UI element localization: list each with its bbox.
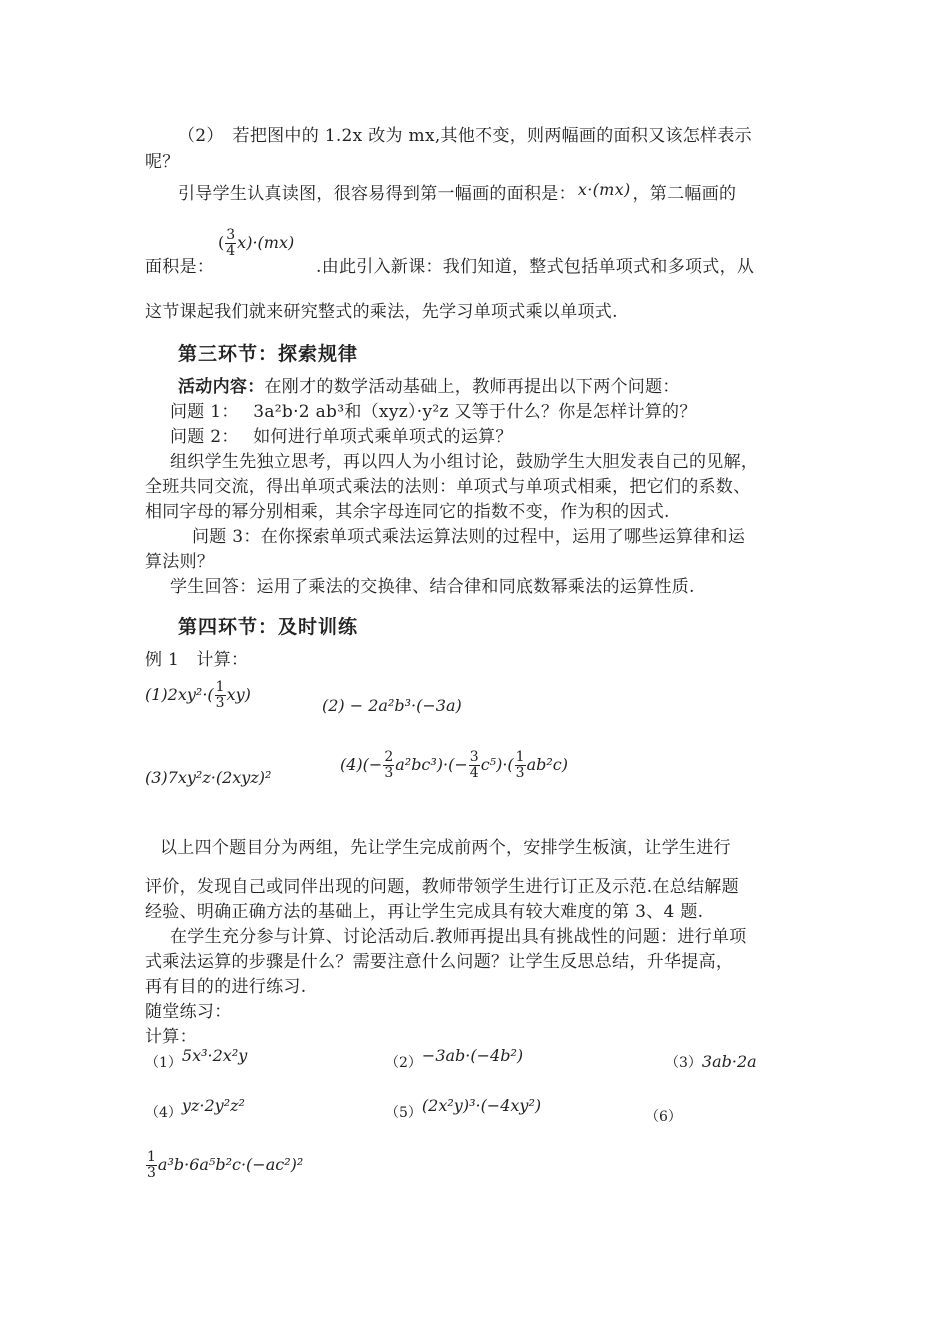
text-line: 评价，发现自己或同伴出现的问题，教师带领学生进行订正及示范.在总结解题 xyxy=(145,877,739,897)
fraction xyxy=(225,228,236,259)
text-span: 在刚才的数学活动基础上，教师再提出以下两个问题： xyxy=(264,377,680,397)
math-expression: 5x³·2x²y xyxy=(181,1046,248,1065)
exercise-item xyxy=(645,1106,682,1126)
fraction-denominator: 4 xyxy=(469,765,479,781)
text-line: 组织学生先独立思考，再以四人为小组讨论，鼓励学生大胆发表自己的见解， xyxy=(170,452,759,472)
fraction-numerator: 2 xyxy=(384,749,394,765)
exercise-label: （4） xyxy=(145,1105,182,1121)
exercise-label: （3） xyxy=(665,1055,702,1071)
text-line: 问题 3：在你探索单项式乘法运算法则的过程中，运用了哪些运算律和运 xyxy=(192,527,746,547)
exercise-item xyxy=(385,1096,542,1122)
exercise-item xyxy=(145,1096,245,1122)
fraction xyxy=(515,750,526,781)
text-line: 以上四个题目分为两组，先让学生完成前两个，安排学生板演，让学生进行 xyxy=(160,838,731,858)
text-line: （2） 若把图中的 1.2x 改为 mx,其他不变，则两幅画的面积又该怎样表示 xyxy=(178,126,752,146)
fraction-numerator: 1 xyxy=(147,1149,156,1165)
text-span: 面积是： xyxy=(145,257,215,277)
math-expression xyxy=(340,750,568,781)
text-line xyxy=(145,255,214,279)
example-label: 例 1 计算： xyxy=(145,650,249,670)
text-line: 经验、明确正确方法的基础上，再让学生完成具有较大难度的第 3、4 题. xyxy=(145,902,704,922)
fraction-denominator: 3 xyxy=(147,1165,156,1181)
text-line: .由此引入新课：我们知道，整式包括单项式和多项式，从 xyxy=(316,257,755,277)
section-heading: 第三环节：探索规律 xyxy=(178,343,359,365)
text-line: 相同字母的幂分别相乘，其余字母连同它的指数不变，作为积的因式. xyxy=(145,502,670,522)
text-line: 学生回答：运用了乘法的交换律、结合律和同底数幂乘法的运算性质. xyxy=(170,577,695,597)
text-line: 这节课起我们就来研究整式的乘法，先学习单项式乘以单项式. xyxy=(145,302,618,322)
exercise-item xyxy=(385,1046,524,1072)
fraction-denominator: 4 xyxy=(226,243,236,259)
fraction-numerator: 3 xyxy=(469,749,479,765)
fraction-numerator: 3 xyxy=(226,227,236,243)
text-line: 全班共同交流，得出单项式乘法的法则：单项式与单项式相乘，把它们的系数、 xyxy=(145,477,751,497)
math-expression xyxy=(145,680,251,711)
compute-label: 计算： xyxy=(145,1027,197,1047)
math-expression xyxy=(218,228,294,259)
fraction xyxy=(146,1150,157,1181)
math-expression: (3)7xy²z·(2xyz)² xyxy=(145,768,272,787)
math-text: x)·(mx) xyxy=(237,233,295,252)
fraction-denominator: 3 xyxy=(384,765,394,781)
section-heading: 第四环节：及时训练 xyxy=(178,616,359,638)
text-line xyxy=(178,375,680,399)
fraction xyxy=(383,750,394,781)
fraction-denominator: 3 xyxy=(215,695,225,711)
math-paren: ( xyxy=(218,233,225,252)
text-line: 再有目的的进行练习. xyxy=(145,977,307,997)
math-expression: −3ab·(−4b²) xyxy=(421,1046,524,1065)
math-text: a²bc³)·(− xyxy=(395,755,468,774)
text-line: 问题 1： 3a²b·2 ab³和（xyz）·y²z 又等于什么？你是怎样计算的？ xyxy=(170,402,697,422)
math-text: (1)2xy²·( xyxy=(145,685,214,704)
text-span: 引导学生认真读图，很容易得到第一幅画的面积是： xyxy=(178,184,576,204)
fraction-numerator: 1 xyxy=(515,749,525,765)
math-expression: (2x²y)³·(−4xy²) xyxy=(421,1096,542,1115)
text-line: 式乘法运算的步骤是什么？需要注意什么问题？让学生反思总结，升华提高， xyxy=(145,952,734,972)
text-span: ，第二幅画的 xyxy=(632,184,737,204)
exercise-label: （2） xyxy=(385,1055,422,1071)
exercise-label: （6） xyxy=(645,1109,682,1125)
math-text: a³b·6a⁵b²c·(−ac²)² xyxy=(157,1155,304,1174)
text-line: 问题 2： 如何进行单项式乘单项式的运算？ xyxy=(170,427,513,447)
math-expression: (2) − 2a²b³·(−3a) xyxy=(322,696,462,715)
fraction-denominator: 3 xyxy=(515,765,525,781)
exercise-6-expression xyxy=(145,1150,303,1181)
fraction-numerator: 1 xyxy=(215,679,225,695)
math-expression: x·(mx) xyxy=(577,180,631,199)
math-text: xy) xyxy=(226,685,251,704)
text-line: 算法则？ xyxy=(145,552,215,572)
math-text: (4)(− xyxy=(340,755,383,774)
text-line: 在学生充分参与计算、讨论活动后.教师再提出具有挑战性的问题：进行单项 xyxy=(170,927,747,947)
math-text: c⁵)·( xyxy=(480,755,514,774)
text-line: 呢？ xyxy=(145,152,180,172)
exercise-label: （1） xyxy=(145,1055,182,1071)
activity-label: 活动内容： xyxy=(178,377,265,397)
math-expression: yz·2y²z² xyxy=(181,1096,245,1115)
fraction xyxy=(469,750,480,781)
exercise-label: （5） xyxy=(385,1105,422,1121)
exercise-item xyxy=(665,1052,757,1072)
math-expression: 3ab·2a xyxy=(701,1052,757,1071)
math-text: ab²c) xyxy=(526,755,568,774)
practice-label: 随堂练习： xyxy=(145,1002,232,1022)
text-line xyxy=(178,182,736,206)
exercise-item xyxy=(145,1046,248,1072)
fraction xyxy=(215,680,226,711)
